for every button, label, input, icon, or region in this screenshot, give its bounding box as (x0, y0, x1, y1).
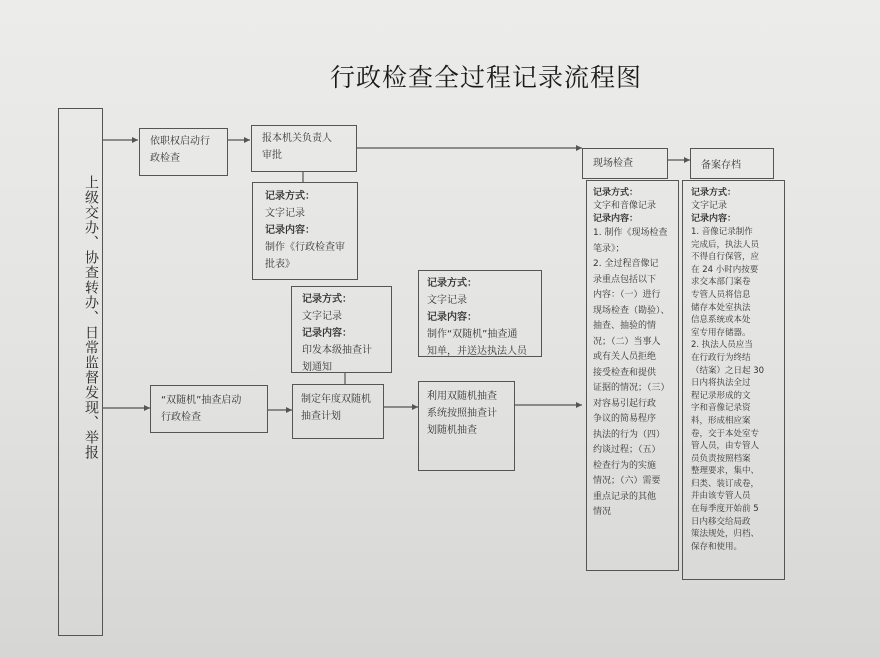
start-inspection-box: 依职权启动行 政检查 (139, 128, 228, 176)
record-method-label: 记录方式： (302, 294, 352, 305)
record-content: 1. 制作《现场检查 笔录》； 2. 全过程音像记 录重点包括以下 内容：（一）进行 现场检查（勘验）、 抽查、抽验的情 况；（二）当事人 或有关人员拒绝 接受检查和提供 证据的情况；（三） 对容易引起行政 争议的简易程序 执法的行为（四） 约谈过程；（五） 检查行为的实施 情况；（六）需要 重点记录的其他 情况 (593, 228, 670, 517)
record-method-label: 记录方式： (691, 188, 737, 198)
plan-record-box (291, 286, 392, 373)
record-content: 1. 音像记录制作 完成后，执法人员 不得自行保管，应 在 24 小时内按要 求交本部门案卷 专管人员将信息 储存本处室执法 信息系统或本处 室专用存储器。 2. 执法人员应当 在行政行为终结 （结案）之日起 30 日内将执法全过 程记录形成的文 字和音像记录资 料，形成相应案 卷，交于本处室专 管人员，由专管人 员负责按照档案 整理要求，集中、 归类、装订成卷， 并由该专管人员 在每季度开始前 5 日内移交给局政 策法规处，归档、 保存和使用。 (691, 227, 765, 552)
record-method: 文字和音像记录 (593, 201, 657, 211)
record-content-label: 记录内容： (593, 214, 639, 224)
approval-box: 报本机关负责人 审批 (251, 125, 357, 172)
source-text: 上级交办、协查转办、日常监督发现、举报 (83, 175, 99, 460)
record-content-label: 记录内容： (691, 214, 737, 224)
archive-record-box (682, 180, 785, 580)
archive-header-box (690, 148, 774, 179)
random-start-box: “双随机”抽查启动 行政检查 (150, 385, 268, 433)
record-method: 文字记录 (302, 311, 342, 322)
record-method: 文字记录 (265, 208, 305, 219)
record-content: 制作《行政检查审 批表》 (265, 242, 345, 270)
archive-header: 备案存档 (701, 160, 741, 171)
record-method-label: 记录方式： (593, 188, 639, 198)
record-method: 文字记录 (427, 295, 467, 306)
annual-plan-box: 制定年度双随机 抽查计划 (292, 384, 384, 439)
approval-record-box (252, 182, 358, 280)
onsite-header-box (582, 148, 668, 179)
record-content: 印发本级抽查计 划通知 (302, 345, 372, 373)
record-method-label: 记录方式： (427, 278, 477, 289)
onsite-record-box (586, 180, 679, 571)
onsite-header: 现场检查 (593, 158, 633, 169)
record-content-label: 记录内容： (265, 225, 315, 236)
page-title: 行政检查全过程记录流程图 (330, 63, 643, 92)
record-method: 文字记录 (691, 201, 728, 211)
record-content: 制作“双随机”抽查通 知单，并送达执法人员 (427, 329, 527, 357)
record-content-label: 记录内容： (302, 328, 352, 339)
draw-record-box (418, 270, 542, 357)
random-draw-box: 利用双随机抽查 系统按照抽查计 划随机抽查 (418, 381, 515, 471)
record-method-label: 记录方式： (265, 191, 315, 202)
record-content-label: 记录内容： (427, 312, 477, 323)
